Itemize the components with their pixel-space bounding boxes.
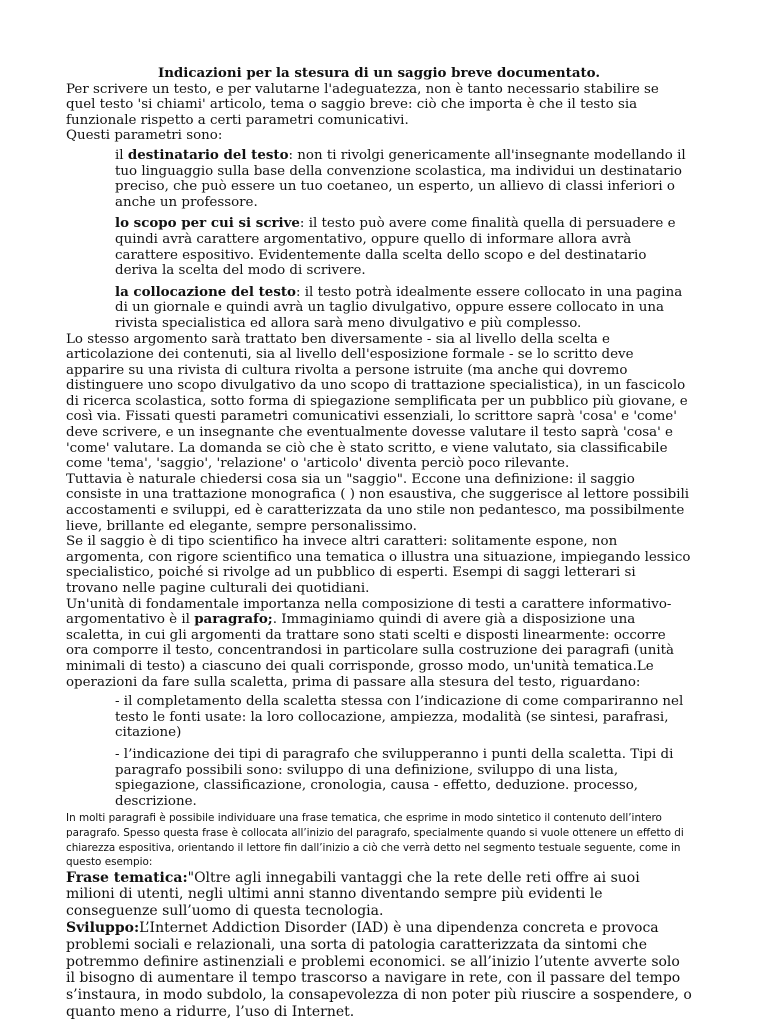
sviluppo: [66, 920, 692, 1021]
param-collocazione-text: : il testo potrà idealmente essere collocato in una pagina di un giornale e quindi avrà un taglio divulgativo, oppure essere collocato in una rivista specialistica ed allora sarà meno divulgativo e più complesso.: [115, 284, 683, 331]
params-heading: Questi parametri sono:: [66, 128, 223, 144]
paragraph-paragrafo-before: Un'unità di fondamentale importanza nella composizione di testi a carattere informativo-argomentativo è il: [66, 596, 672, 628]
frase-tematica-text: "Oltre agli innegabili vantaggi che la rete delle reti offre ai suoi milioni di utenti, negli ultimi anni stanno diventando sempre più evidenti le conseguenze sull’uomo di questa tecnologia.: [66, 869, 640, 920]
param-scopo-term: lo scopo per cui si scrive: [115, 215, 300, 232]
param-collocazione-term: la collocazione del testo: [115, 283, 296, 300]
param-scopo: [115, 216, 692, 278]
intro-paragraph: Per scrivere un testo, e per valutarne l'adeguatezza, non è tanto necessario stabilire se quel testo 'si chiami' articolo, tema o saggio breve: ciò che importa è che il testo sia funzionale rispetto a certi parametri comunicativi.: [66, 81, 659, 128]
param-destinatario: [115, 148, 692, 210]
document-title: Indicazioni per la stesura di un saggio breve documentato.: [157, 65, 601, 81]
param-destinatario-prefix: il: [115, 147, 128, 163]
paragraph-argomento: Lo stesso argomento sarà trattato ben diversamente - sia al livello della scelta e articolazione dei contenuti, sia al livello dell'esposizione formale - se lo scritto deve apparire su una rivista di cultura rivolta a persone istruite (ma anche qui dovremo distinguere uno scopo divulgativo da uno scopo di trattazione specialistica), in un fascicolo di ricerca scolastica, sotto forma di spiegazione semplificata per un pubblico più giovane, e così via. Fissati questi parametri comunicativi essenziali, lo scrittore saprà 'cosa' e 'come' deve scrivere, e un insegnante che eventualmente dovesse valutare il testo saprà 'cosa' e 'come' valutare. La domanda se ciò che è stato scritto, e viene valutato, sia classificabile come 'tema', 'saggio', 'relazione' o 'articolo' diventa perciò poco rilevante.: [66, 331, 688, 472]
param-destinatario-term: destinatario del testo: [127, 146, 289, 163]
param-scopo-text: : il testo può avere come finalità quella di persuadere e quindi avrà carattere argomentativo, oppure quello di informare allora avrà carattere espositivo. Evidentemente dalla scelta dello scopo e del destinatario deriva la scelta del modo di scrivere.: [115, 216, 676, 279]
paragraph-saggio: Tuttavia è naturale chiedersi cosa sia un "saggio". Eccone una definizione: il saggio consiste in una trattazione monografica ( ) non esaustiva, che suggerisce al lettore possibili accostamenti e sviluppi, ed è caratterizzata da uno stile non pedantesco, ma possibilmente lieve, brillante ed elegante, sempre personalissimo.: [66, 471, 690, 534]
sviluppo-text: L’Internet Addiction Disorder (IAD) è una dipendenza concreta e provoca problemi sociali e relazionali, una sorta di patologia caratterizzata da sintomi che potremmo definire astinenziali e problemi economici. se all’inizio l’utente avverte solo il bisogno di aumentare il tempo trascorso a navigare in rete, con il passare del tempo s’instaura, in modo subdolo, la consapevolezza di non poter più riuscire a sospendere, o quanto meno a ridurre, l’uso di Internet.: [66, 920, 692, 1021]
paragraph-paragrafo: [66, 597, 692, 691]
param-destinatario-text: : non ti rivolgi genericamente all'insegnante modellando il tuo linguaggio sulla base della convenzione scolastica, ma individui un destinatario preciso, che può essere un tuo coetaneo, un esperto, un allievo di classi inferiori o anche un professore.: [115, 147, 686, 210]
small-note: In molti paragrafi è possibile individuare una frase tematica, che esprime in modo sintetico il contenuto dell’intero paragrafo. Spesso questa frase è collocata all’inizio del paragrafo, specialmente quando si vuole ottenere un effetto di chiarezza espositiva, orientando il lettore fin dall’inizio a ciò che verrà detto nel segmento testuale seguente, come in questo esempio:: [66, 812, 684, 869]
frase-tematica: [66, 870, 692, 920]
paragraph-scientifico: Se il saggio è di tipo scientifico ha invece altri caratteri: solitamente espone, non argomenta, con rigore scientifico una tematica o illustra una situazione, impiegando lessico specialistico, poiché si rivolge ad un pubblico di esperti. Esempi di saggi letterari si trovano nelle pagine culturali dei quotidiani.: [66, 534, 691, 596]
frase-tematica-label: Frase tematica:: [66, 869, 188, 886]
param-collocazione: [115, 285, 692, 332]
step-completamento: - il completamento della scaletta stessa con l’indicazione di come compariranno nel testo le fonti usate: la loro collocazione, ampiezza, modalità (se sintesi, parafrasi, citazione): [115, 694, 684, 741]
paragraph-paragrafo-after: . Immaginiamo quindi di avere già a disposizione una scaletta, in cui gli argomenti da trattare sono stati scelti e disposti linearmente: occorre ora comporre il testo, concentrandosi in particolare sulla costruzione dei paragrafi (unità minimali di testo) a ciascuno dei quali corrisponde, grosso modo, un'unità tematica.Le operazioni da fare sulla scaletta, prima di passare alla stesura del testo, riguardano:: [66, 612, 674, 690]
step-tipi-paragrafo: - l’indicazione dei tipi di paragrafo che svilupperanno i punti della scaletta. Tipi di paragrafo possibili sono: sviluppo di una definizione, sviluppo di una lista, spiegazione, classificazione, cronologia, causa - effetto, deduzione. processo, descrizione.: [115, 746, 674, 809]
paragraph-paragrafo-term: paragrafo;: [194, 611, 273, 628]
sviluppo-label: Sviluppo:: [66, 920, 140, 937]
